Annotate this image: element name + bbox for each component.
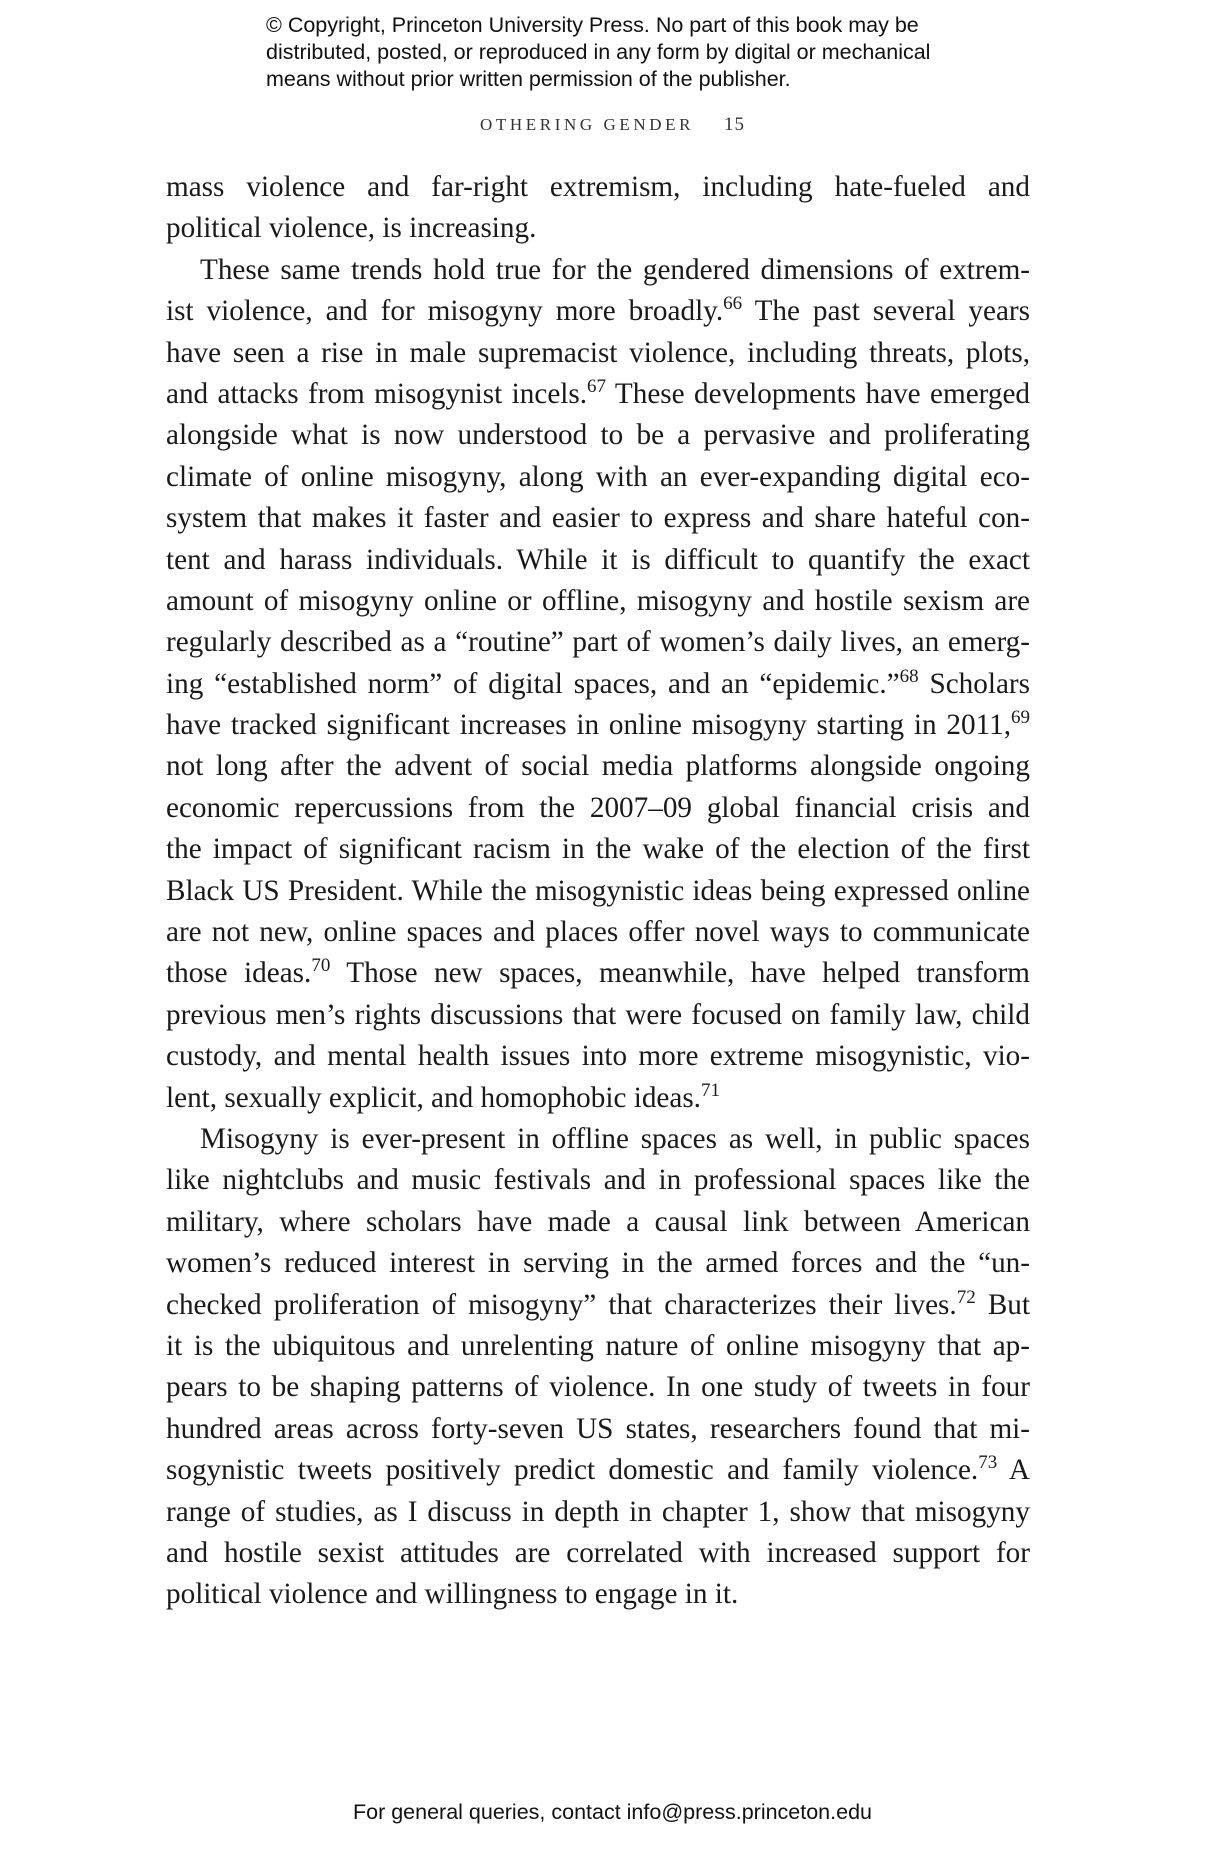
line-text: climate of online misogyny, along with an ever-expanding digital eco- — [166, 460, 1030, 493]
line-text: custody, and mental health issues into more extreme misogynistic, vio- — [166, 1040, 1030, 1073]
copyright-line: © Copyright, Princeton University Press. No part of this book may be — [266, 13, 919, 37]
line-text: and hostile sexist attitudes are correlated with increased support for — [166, 1536, 1030, 1569]
text-line — [166, 788, 1030, 829]
line-text-continued: Scholars — [918, 667, 1030, 700]
text-line — [166, 871, 1030, 912]
footnote-marker: 66 — [723, 293, 743, 315]
copyright-notice — [266, 12, 1026, 93]
text-line — [166, 1367, 1030, 1408]
line-text-continued: The past several years — [742, 295, 1030, 328]
text-line — [166, 1036, 1030, 1077]
line-text: it is the ubiquitous and unrelenting nature of online misogyny that ap- — [166, 1329, 1030, 1362]
line-text: alongside what is now understood to be a pervasive and proliferating — [166, 419, 1030, 452]
paragraph — [166, 250, 1030, 1119]
text-line — [166, 167, 1030, 208]
line-text: tent and harass individuals. While it is difficult to quantify the exact — [166, 543, 1030, 576]
text-line — [166, 1326, 1030, 1367]
text-line — [166, 705, 1030, 746]
line-text: range of studies, as I discuss in depth in chapter 1, show that misogyny — [166, 1495, 1030, 1528]
text-line — [166, 1409, 1030, 1450]
text-line — [166, 540, 1030, 581]
text-line — [166, 746, 1030, 787]
text-line — [166, 912, 1030, 953]
text-line — [166, 953, 1030, 994]
copyright-line: means without prior written permission of the publisher. — [266, 67, 791, 91]
text-line — [166, 1574, 1030, 1615]
text-line — [166, 829, 1030, 870]
line-text: mass violence and far-right extremism, including hate-fueled and — [166, 171, 1030, 203]
line-text: Misogyny is ever-present in offline spaces as well, in public spaces — [200, 1122, 1030, 1155]
line-text: ist violence, and for misogyny more broadly. — [166, 295, 724, 328]
line-text: sogynistic tweets positively predict domestic and family violence. — [166, 1454, 979, 1487]
text-line — [166, 1450, 1030, 1491]
footnote-marker: 67 — [587, 375, 607, 397]
text-line — [166, 1533, 1030, 1574]
line-text: ing “established norm” of digital spaces, and an “epidemic.” — [166, 667, 900, 700]
line-text: These same trends hold true for the gendered dimensions of extrem- — [200, 253, 1030, 286]
line-text: Black US President. While the misogynistic ideas being expressed online — [166, 874, 1030, 907]
text-line — [166, 333, 1030, 374]
text-line — [166, 622, 1030, 663]
running-head-title: OTHERING GENDER — [480, 115, 695, 134]
footer-contact: For general queries, contact info@press.princeton.edu — [352, 1800, 872, 1824]
text-line — [166, 1160, 1030, 1201]
line-text: military, where scholars have made a causal link between American — [166, 1205, 1030, 1238]
footnote-marker: 72 — [956, 1286, 976, 1308]
line-text: hundred areas across forty-seven US states, researchers found that mi- — [166, 1412, 1030, 1445]
text-line — [166, 1119, 1030, 1160]
footnote-marker: 69 — [1011, 707, 1030, 729]
text-line — [166, 664, 1030, 705]
line-text: are not new, online spaces and places offer novel ways to communicate — [166, 916, 1030, 949]
text-line — [166, 374, 1030, 415]
line-text: system that makes it faster and easier to express and share hateful con- — [166, 502, 1030, 535]
text-line — [166, 581, 1030, 622]
line-text-continued: These developments have emerged — [606, 377, 1030, 410]
line-text-continued: Those new spaces, meanwhile, have helped transform — [330, 957, 1030, 990]
running-head — [0, 114, 1225, 136]
line-text: political violence and willingness to engage in it. — [166, 1578, 739, 1611]
text-line — [166, 291, 1030, 332]
text-line — [166, 1243, 1030, 1284]
footnote-marker: 68 — [899, 665, 919, 687]
line-text: women’s reduced interest in serving in the armed forces and the “un- — [166, 1247, 1030, 1280]
text-line — [166, 457, 1030, 498]
line-text: the impact of significant racism in the wake of the election of the first — [166, 833, 1030, 866]
footnote-marker: 71 — [700, 1079, 720, 1101]
body-text — [166, 167, 1030, 1616]
line-text: like nightclubs and music festivals and in professional spaces like the — [166, 1164, 1030, 1197]
line-text-continued: But — [975, 1288, 1031, 1321]
text-line — [166, 250, 1030, 291]
line-text: political violence, is increasing. — [166, 212, 537, 245]
text-line — [166, 1285, 1030, 1326]
line-text: amount of misogyny online or offline, misogyny and hostile sexism are — [166, 584, 1030, 617]
line-text: and attacks from misogynist incels. — [166, 377, 588, 410]
copyright-line: distributed, posted, or reproduced in any form by digital or mechanical — [266, 40, 931, 64]
line-text: regularly described as a “routine” part of women’s daily lives, an emerg- — [166, 626, 1030, 659]
footnote-marker: 73 — [978, 1452, 998, 1474]
text-line — [166, 208, 1030, 249]
line-text: lent, sexually explicit, and homophobic ideas. — [166, 1081, 701, 1114]
line-text: pears to be shaping patterns of violence. In one study of tweets in four — [166, 1371, 1030, 1404]
line-text: previous men’s rights discussions that were focused on family law, child — [166, 998, 1030, 1031]
text-line — [166, 1078, 1030, 1119]
text-line — [166, 415, 1030, 456]
text-line — [166, 1492, 1030, 1533]
line-text: have tracked significant increases in online misogyny starting in 2011, — [166, 709, 1011, 742]
paragraph — [166, 167, 1030, 250]
line-text-continued: A — [997, 1454, 1030, 1487]
text-line — [166, 995, 1030, 1036]
footnote-marker: 70 — [311, 955, 331, 977]
line-text: economic repercussions from the 2007–09 global financial crisis and — [166, 791, 1030, 824]
page-number: 15 — [723, 114, 745, 135]
line-text: checked proliferation of misogyny” that characterizes their lives. — [166, 1288, 957, 1321]
text-line — [166, 1202, 1030, 1243]
text-line — [166, 498, 1030, 539]
line-text: those ideas. — [166, 957, 312, 990]
line-text: have seen a rise in male supremacist violence, including threats, plots, — [166, 336, 1030, 369]
paragraph — [166, 1119, 1030, 1616]
line-text: not long after the advent of social media platforms alongside ongoing — [166, 750, 1030, 783]
